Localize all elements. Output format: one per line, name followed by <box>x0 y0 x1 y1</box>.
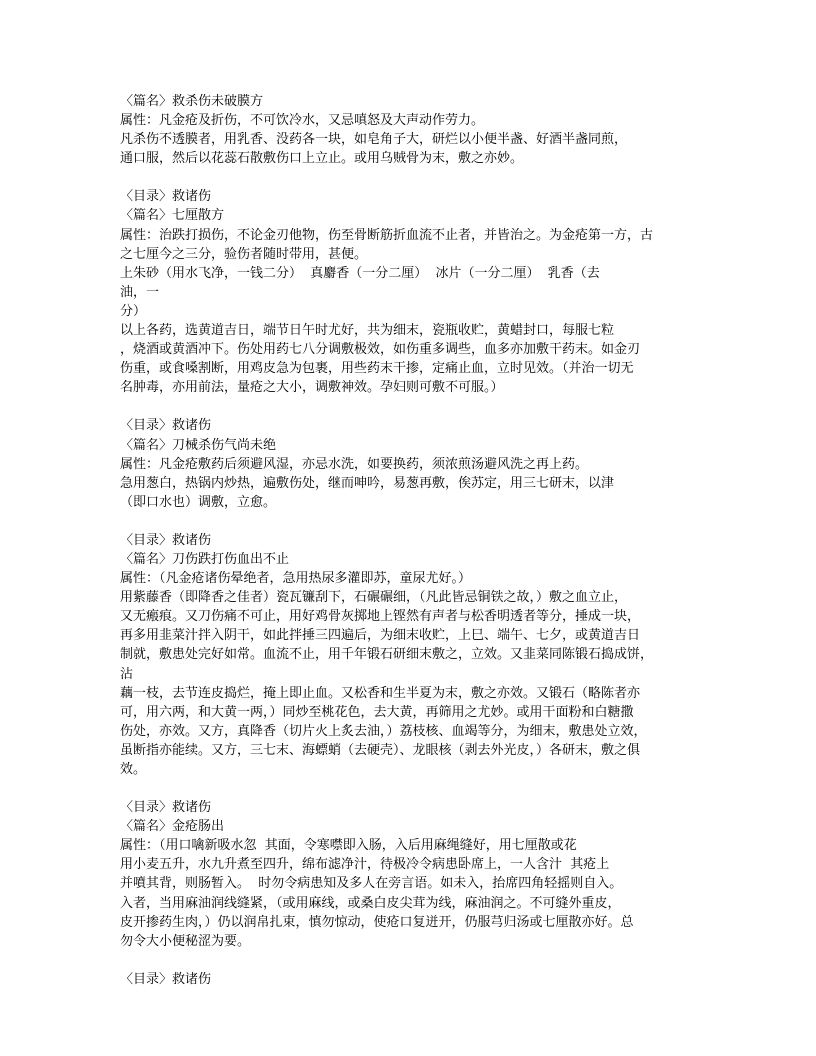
attribute-line: 属性：凡金疮及折伤，不可饮冷水，又忌嗔怒及大声动作劳力。 <box>120 113 485 129</box>
text-line: 分） <box>120 303 147 319</box>
text-line: 伤处，亦效。又方，真降香（切片火上炙去油，）荔枝核、血竭等分，为细末，敷患处立效， <box>120 723 647 739</box>
text-line: 效。 <box>120 762 147 777</box>
entry-intestine-out <box>120 798 700 951</box>
text-line: 又无瘢痕。又刀伤痛不可止，用好鸡骨灰掷地上铿然有声者与松香明透者等分，捶成一块， <box>120 609 641 625</box>
text-line: 可，用六两，和大黄一两，）同炒至桃花色，去大黄，再筛用之尤妙。或用干面粉和白糖撒 <box>120 704 634 720</box>
text-line: 勿令大小便秘涩为要。 <box>120 933 251 949</box>
text-line: 上朱砂（用水飞净，一钱二分） 真麝香（一分二厘） 冰片（一分二厘） 乳香（去 <box>120 265 600 281</box>
chapter-title: 〈篇名〉救杀伤未破膜方 <box>120 94 264 109</box>
catalog-line: 〈目录〉救诸伤 <box>120 800 212 816</box>
entry-wound-not-pierced <box>120 92 700 168</box>
document-page <box>120 92 700 1008</box>
text-line: 之七厘今之三分，验伤者随时带用，甚便。 <box>120 246 368 262</box>
text-line: 虽断指亦能续。又方，三七末、海螵蛸（去硬壳）、龙眼核（剥去外光皮，）各研末，敷之俱 <box>120 742 641 758</box>
text-line: 急用葱白，热锅内炒热，遍敷伤处，继而呻吟，易葱再敷，俟苏定，用三七研末，以津 <box>120 475 615 491</box>
entry-blade-wound <box>120 416 700 511</box>
entry-qili-powder <box>120 187 700 397</box>
catalog-line: 〈目录〉救诸伤 <box>120 189 212 205</box>
text-line: 沾 <box>120 666 134 682</box>
chapter-title: 〈篇名〉刀伤跌打伤血出不止 <box>120 551 290 567</box>
text-line: 皮开掺药生肉，）仍以润帛扎束，慎勿惊动，使疮口复迸开，仍服芎归汤或七厘散亦好。总 <box>120 914 634 930</box>
attribute-line: 属性：治跌打损伤，不论金刃他物，伤至骨断筋折血流不止者，并皆治之。为金疮第一方，古 <box>120 227 654 243</box>
catalog-line: 〈目录〉救诸伤 <box>120 971 212 987</box>
text-line: 伤重，或食嗓割断，用鸡皮急为包裹，用些药末干掺，定痛止血，立时见效。（并治一切无 <box>120 361 634 377</box>
attribute-line: 属性：（用口噙新吸水忽 其面，令寒噤即入肠，入后用麻绳缝好，用七厘散或花 <box>120 838 577 854</box>
entry-next <box>120 970 700 989</box>
text-line: 用小麦五升，水九升煮至四升，绵布滤净汁，待极冷令病患卧席上，一人含汁 其疮上 <box>120 857 610 873</box>
text-line: 油，一 <box>120 284 160 300</box>
text-line: 名肿毒，亦用前法，量疮之大小，调敷神效。孕妇则可敷不可服。） <box>120 380 504 396</box>
text-line: 藕一枝，去节连皮捣烂，掩上即止血。又松香和生半夏为末，敷之亦效。又锻石（略陈者亦 <box>120 685 641 701</box>
text-line: ，烧酒或黄酒冲下。伤处用药七八分调敷极效，如伤重多调些，血多亦加敷干药末。如金刃 <box>120 342 641 358</box>
text-line: （即口水也）调敷，立愈。 <box>120 494 277 510</box>
text-line: 入者，当用麻油润线缝紧，（或用麻线，或桑白皮尖茸为线，麻油润之。不可缝外重皮， <box>120 895 621 911</box>
text-line: 通口服，然后以花蕊石散敷伤口上立止。或用乌贼骨为末，敷之亦妙。 <box>120 151 524 167</box>
text-line: 并噴其背，则肠暂入。 时勿令病患知及多人在旁言语。如未入，抬席四角轻摇则自入。 <box>120 876 623 892</box>
attribute-line: 属性：（凡金疮诸伤晕绝者，急用热尿多灌即苏，童尿尤好。） <box>120 571 472 587</box>
catalog-line: 〈目录〉救诸伤 <box>120 532 212 548</box>
entry-bleeding <box>120 531 700 779</box>
attribute-line: 属性：凡金疮敷药后须避风湿，亦忌水洗，如要换药，须浓煎汤避风洗之再上药。 <box>120 456 589 472</box>
chapter-title: 〈篇名〉金疮肠出 <box>120 819 225 835</box>
text-line: 以上各药，选黄道吉日，端节日午时尤好，共为细末，瓷瓶收贮，黄蜡封口，每服七粒 <box>120 323 615 339</box>
chapter-title: 〈篇名〉刀械杀伤气尚未绝 <box>120 437 277 453</box>
catalog-line: 〈目录〉救诸伤 <box>120 418 212 434</box>
text-line: 用紫藤香（即降香之佳者）瓷瓦镰刮下，石碾碾细，（凡此皆忌铜铁之故，）敷之血立止， <box>120 590 628 606</box>
text-line: 凡杀伤不透膜者，用乳香、没药各一块，如皂角子大，研烂以小便半盏、好酒半盏同煎， <box>120 132 628 148</box>
text-line: 制就，敷患处完好如常。血流不止，用千年锻石研细末敷之，立效。又韭菜同陈锻石捣成饼， <box>120 647 654 663</box>
text-line: 再多用韭菜汁拌入阴干，如此拌捶三四遍后，为细末收贮，上巳、端午、七夕，或黄道吉日 <box>120 628 641 644</box>
chapter-title: 〈篇名〉七厘散方 <box>120 208 225 224</box>
